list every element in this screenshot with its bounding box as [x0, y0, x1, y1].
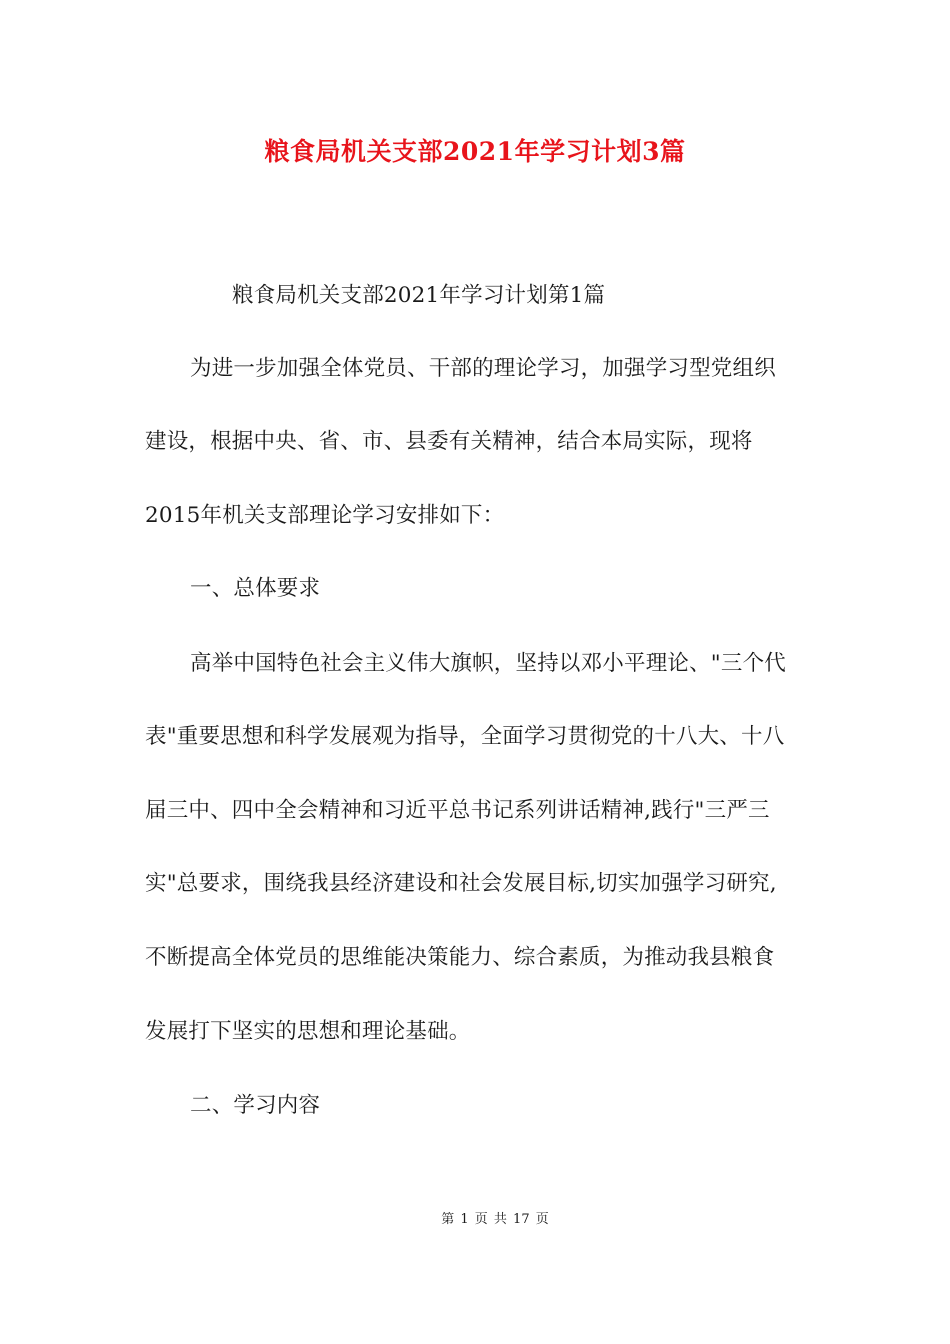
paragraph-line: 为进一步加强全体党员、干部的理论学习，加强学习型党组织 [190, 356, 776, 381]
paragraph-line: 表"重要思想和科学发展观为指导，全面学习贯彻党的十八大、十八 [145, 724, 785, 749]
paragraph-line: 发展打下坚实的思想和理论基础。 [145, 1019, 471, 1044]
paragraph-line: 不断提高全体党员的思维能决策能力、综合素质，为推动我县粮食 [145, 945, 775, 970]
paragraph-line: 高举中国特色社会主义伟大旗帜，坚持以邓小平理论、"三个代 [190, 651, 786, 676]
paragraph-line: 建设，根据中央、省、市、县委有关精神，结合本局实际，现将 [145, 429, 753, 454]
page-number-footer: 第 1 页 共 17 页 [441, 1212, 549, 1227]
paragraph-line: 届三中、四中全会精神和习近平总书记系列讲话精神,践行"三严三 [145, 798, 770, 823]
paragraph-line: 2015年机关支部理论学习安排如下： [145, 503, 505, 528]
subtitle-line: 粮食局机关支部2021年学习计划第1篇 [232, 283, 606, 308]
section-heading: 一、总体要求 [190, 576, 321, 601]
section-heading: 二、学习内容 [190, 1093, 321, 1118]
paragraph-line: 实"总要求，围绕我县经济建设和社会发展目标,切实加强学习研究, [145, 871, 777, 896]
document-title: 粮食局机关支部2021年学习计划3篇 [264, 137, 686, 166]
